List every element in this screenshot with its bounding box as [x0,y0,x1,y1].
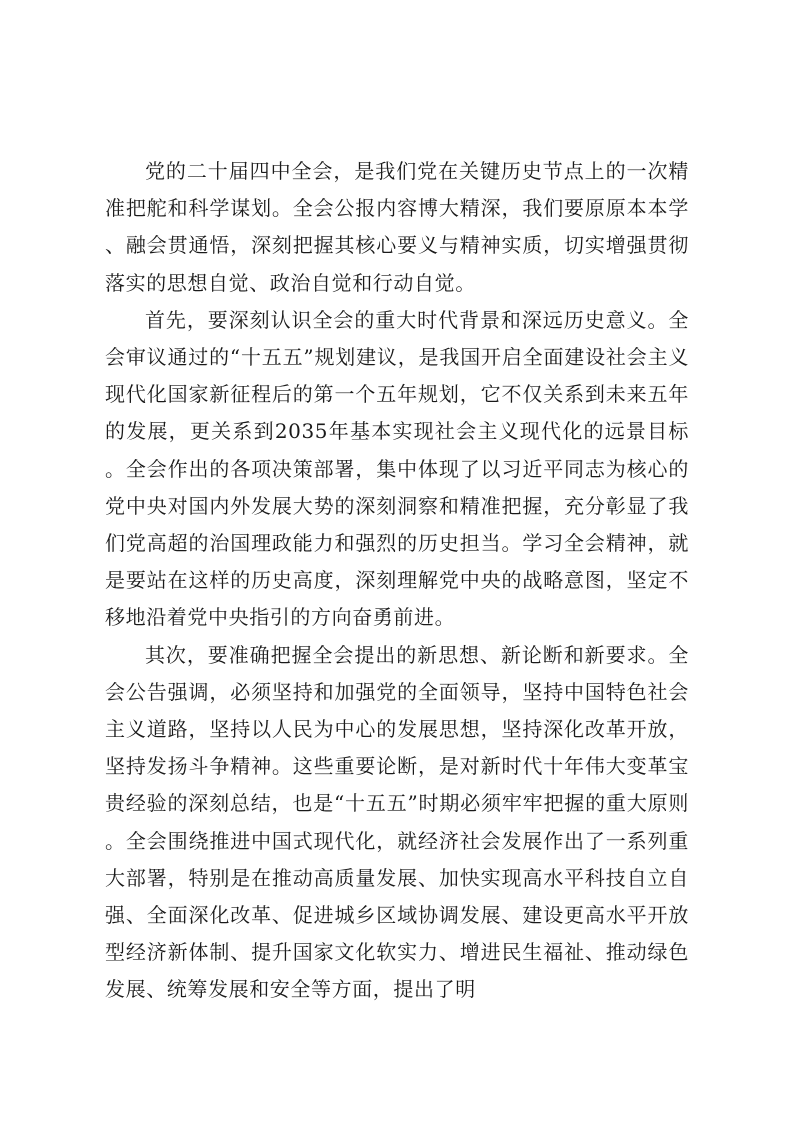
paragraph-first-point: 首先，要深刻认识全会的重大时代背景和深远历史意义。全会审议通过的“十五五”规划建议，是我国开启全面建设社会主义现代化国家新征程后的第一个五年规划，它不仅关系到未来五年的发展，更关系到2035年基本实现社会主义现代化的远景目标。全会作出的各项决策部署，集中体现了以习近平同志为核心的党中央对国内外发展大势的深刻洞察和精准把握，充分彰显了我们党高超的治国理政能力和强烈的历史担当。学习全会精神，就是要站在这样的历史高度，深刻理解党中央的战略意图，坚定不移地沿着党中央指引的方向奋勇前进。 [105,307,689,630]
document-body [105,153,689,1009]
paragraph-second-point: 其次，要准确把握全会提出的新思想、新论断和新要求。全会公告强调，必须坚持和加强党的全面领导，坚持中国特色社会主义道路，坚持以人民为中心的发展思想，坚持深化改革开放，坚持发扬斗争精神。这些重要论断，是对新时代十年伟大变革宝贵经验的深刻总结，也是“十五五”时期必须牢牢把握的重大原则。全会围绕推进中国式现代化，就经济社会发展作出了一系列重大部署，特别是在推动高质量发展、加快实现高水平科技自立自强、全面深化改革、促进城乡区域协调发展、建设更高水平开放型经济新体制、提升国家文化软实力、增进民生福祉、推动绿色发展、统筹发展和安全等方面，提出了明 [105,642,689,1002]
paragraph-intro: 党的二十届四中全会，是我们党在关键历史节点上的一次精准把舵和科学谋划。全会公报内容博大精深，我们要原原本本学、融会贯通悟，深刻把握其核心要义与精神实质，切实增强贯彻落实的思想自觉、政治自觉和行动自觉。 [105,159,689,295]
